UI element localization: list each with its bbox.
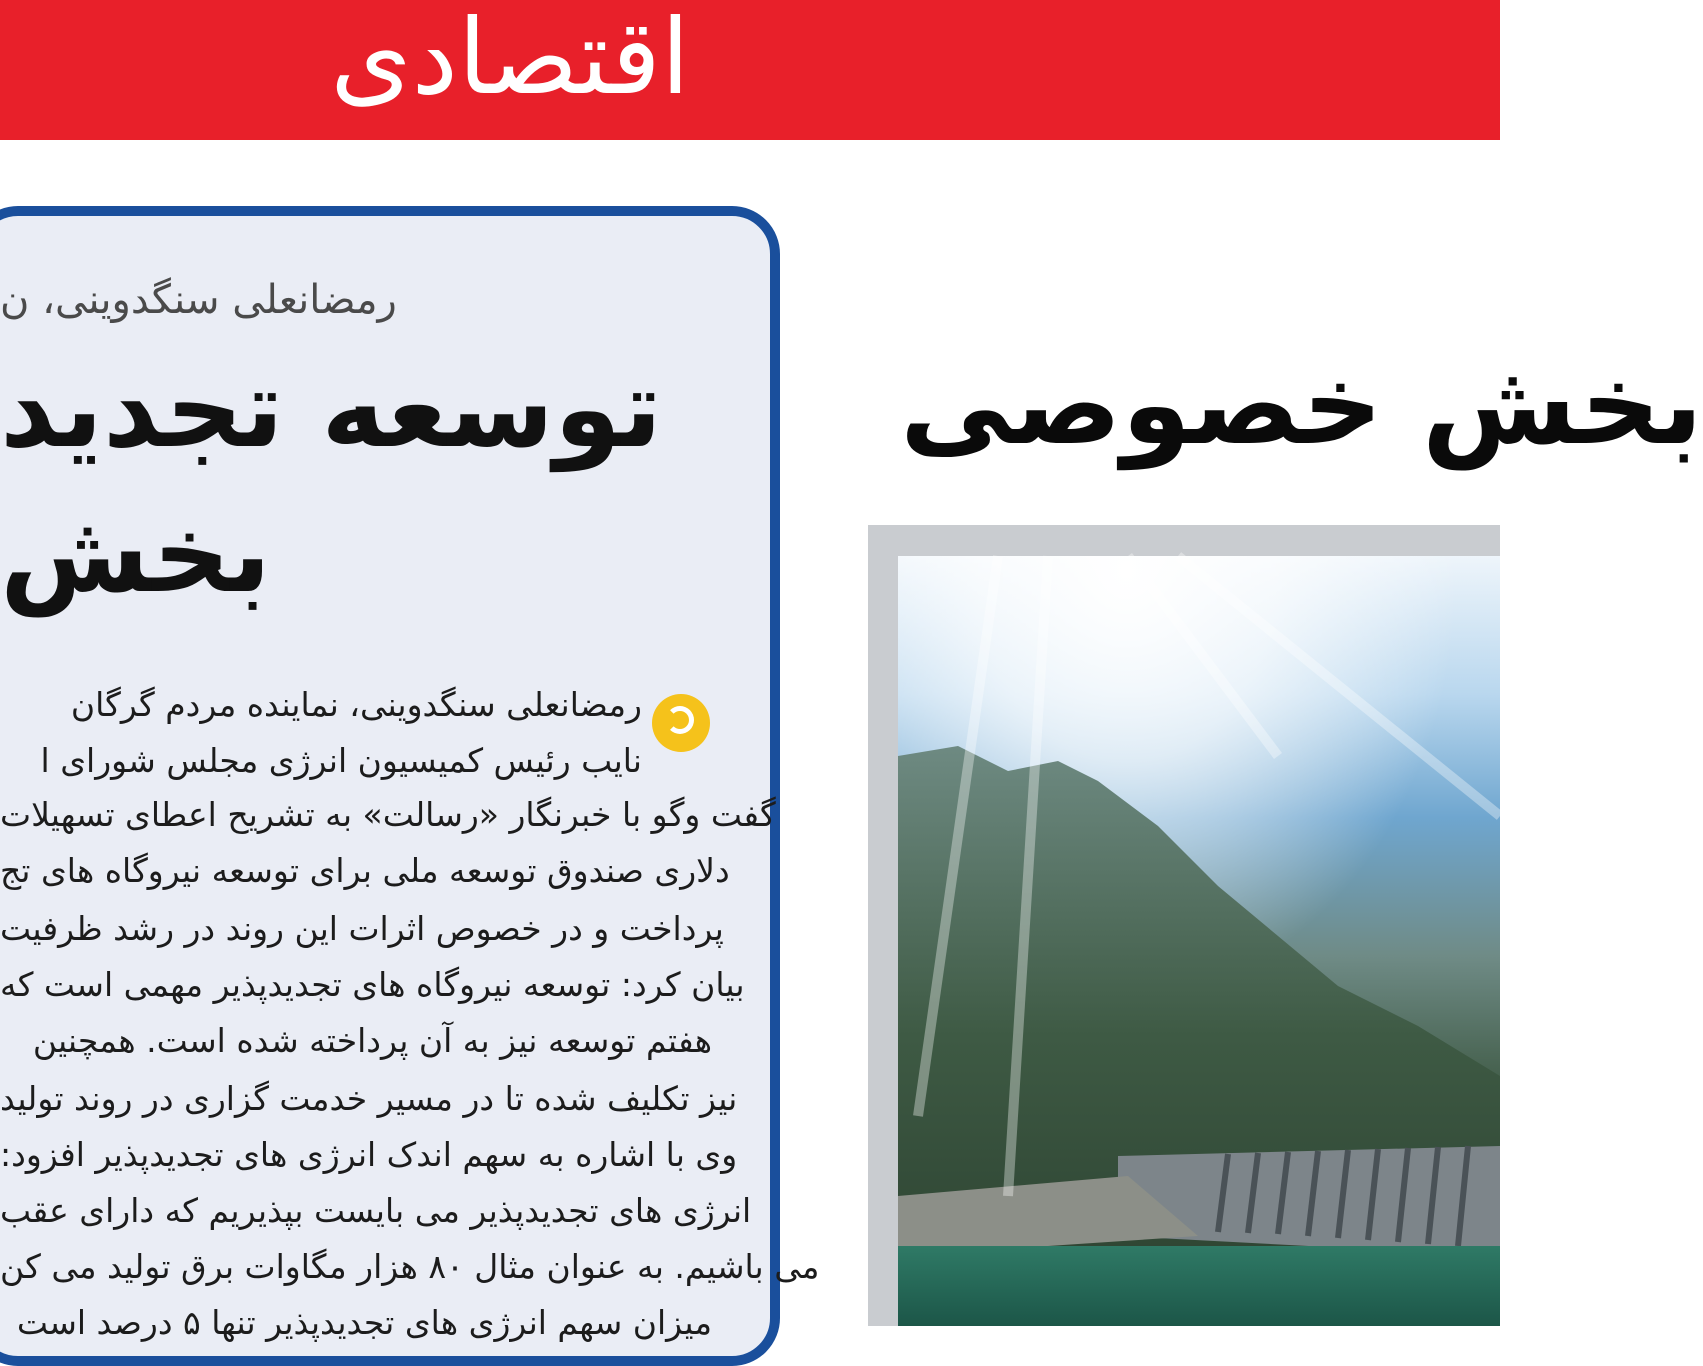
yellow-circle-icon — [652, 694, 710, 752]
body-line: نایب رئیس کمیسیون انرژی مجلس شورای ا — [40, 741, 642, 780]
section-title: اقتصادی — [330, 0, 690, 118]
body-line: می باشیم. به عنوان مثال ۸۰ هزار مگاوات برق تولید می کن — [0, 1247, 820, 1286]
kicker-text: رمضانعلی سنگدوینی، ن — [0, 277, 397, 323]
title-line1-text: توسعه تجدید — [0, 347, 663, 472]
body-line: پرداخت و در خصوص اثرات این روند در رشد ظرفیت — [0, 909, 724, 948]
boxed-article-title-line1 — [0, 340, 663, 480]
body-line: دلاری صندوق توسعه ملی برای توسعه نیروگاه های تج — [0, 851, 730, 890]
boxed-article-region — [0, 0, 820, 1342]
body-line: هفتم توسعه نیز به آن پرداخته شده است. همچنین — [32, 1021, 712, 1060]
boxed-article-kicker — [0, 270, 397, 330]
title-line2-text: بخش — [0, 492, 272, 617]
body-line: گفت وگو با خبرنگار «رسالت» به تشریح اعطای تسهیلات — [0, 795, 776, 834]
right-article-headline — [900, 330, 1703, 480]
photo-illustration — [898, 556, 1500, 1326]
body-line: میزان سهم انرژی های تجدیدپذیر تنها ۵ درصد است — [16, 1303, 712, 1342]
body-line: نیز تکلیف شده تا در مسیر خدمت گزاری در روند تولید — [0, 1079, 738, 1118]
body-line: بیان کرد: توسعه نیروگاه های تجدیدپذیر مهمی است که — [0, 965, 745, 1004]
body-line: رمضانعلی سنگدوینی، نماینده مردم گرگان — [70, 685, 642, 724]
right-headline-text: بخش خصوصی — [900, 340, 1703, 470]
boxed-article-title-line2 — [0, 480, 272, 630]
body-line: انرژی های تجدیدپذیر می بایست بپذیریم که دارای عقب — [0, 1191, 752, 1230]
dam-landscape-photo — [898, 556, 1500, 1326]
body-line: وی با اشاره به سهم اندک انرژی های تجدیدپذیر افزود: — [0, 1135, 738, 1174]
